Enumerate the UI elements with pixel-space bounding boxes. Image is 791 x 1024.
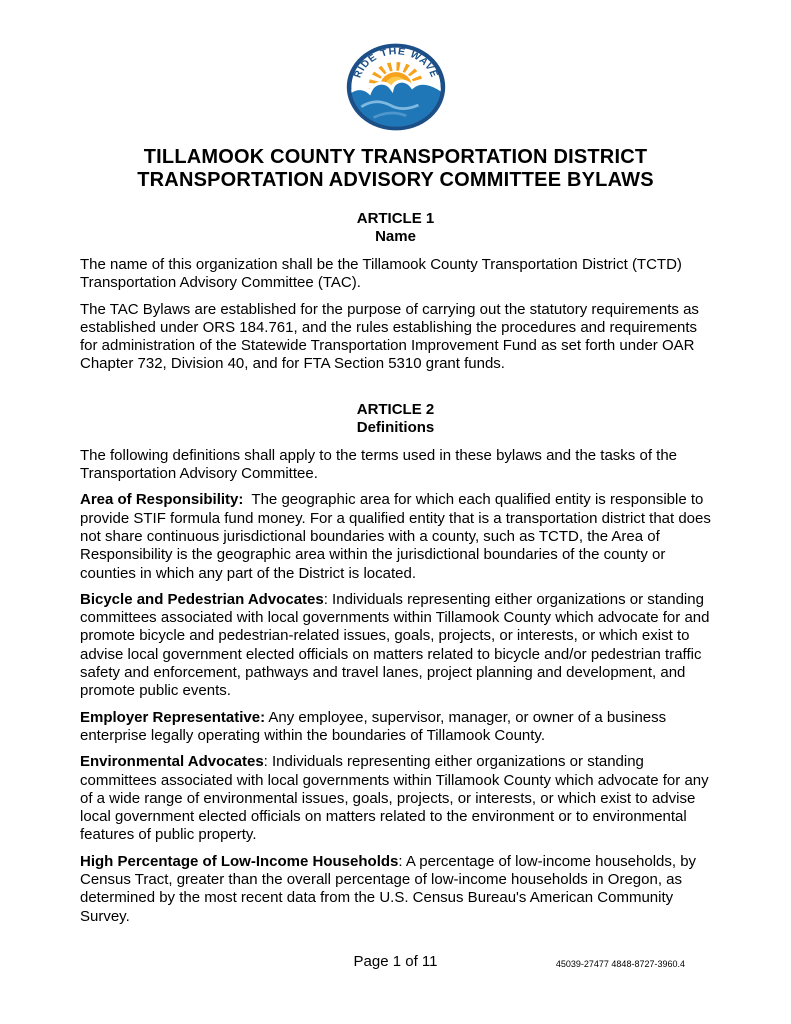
article-1-name: Name	[375, 228, 416, 245]
definition-text: : Individuals representing either organizations or standing committees associated with local governments within Tillamook County which advocate for and promote bicycle and pedestrian-related issues, goals, projects, or interests, or which exist to advise local government elected officials on matters related to bicycle and/or pedestrian traffic safety and enforcement, pathways and travel lanes, project planning and development, and promote public events.	[80, 590, 714, 700]
article-1-number: ARTICLE 1	[356, 210, 435, 227]
article-2-number: ARTICLE 2	[356, 400, 435, 418]
definition-text: : Individuals representing either organizations or standing committees associated with local governments within Tillamook County which advocate for any of a wide range of environmental issues, goals, projects, or interests, or which exist to advise local government elected officials on matters related to the environment or to environmental features of public property.	[80, 753, 713, 844]
definition-area-of-responsibility	[80, 491, 716, 582]
article-1-heading	[80, 210, 711, 246]
document-title	[0, 146, 791, 192]
logo	[0, 0, 791, 132]
article-2-name: Definitions	[356, 418, 435, 436]
article-2-intro: The following definitions shall apply to the terms used in these bylaws and the tasks of the Transportation Advisory Committee.	[80, 446, 678, 483]
definition-text: Any employee, supervisor, manager, or owner of a business enterprise legally operating within the boundaries of Tillamook County.	[80, 708, 671, 744]
definition-term: Bicycle and Pedestrian Advocates	[80, 590, 324, 608]
article-2-heading	[80, 401, 711, 437]
definition-term: Environmental Advocates	[80, 753, 264, 771]
document-body	[0, 210, 791, 926]
definition-high-percentage-low-income	[80, 853, 711, 926]
definition-term: High Percentage of Low-Income Households	[80, 852, 399, 870]
definition-employer-representative	[80, 709, 711, 746]
article-1-paragraph-2: The TAC Bylaws are established for the purpose of carrying out the statutory requirements as established under ORS 184.761, and the rules establishing the procedures and requirements for administration of the Statewide Transportation Improvement Fund as set forth under OAR Chapter 732, Division 40, and for FTA Section 5310 grant funds.	[80, 300, 699, 373]
definition-term: Employer Representative:	[80, 708, 266, 726]
title-line-1: TILLAMOOK COUNTY TRANSPORTATION DISTRICT	[143, 146, 648, 168]
definition-environmental-advocates	[80, 753, 711, 844]
logo-arc-text: RIDE THE WAVE	[351, 46, 440, 80]
definition-bicycle-pedestrian-advocates	[80, 590, 714, 701]
definition-text: The geographic area for which each qualified entity is responsible to provide STIF formula fund money. For a qualified entity that is a transportation district that does not share continuous jurisdictional boundaries with a county, such as TCTD, the Area of Responsibility is the geographic area within the jurisdictional boundaries of the county or counties in which any part of the District is located.	[80, 491, 716, 582]
definition-term: Area of Responsibility:	[80, 491, 244, 509]
title-line-2: TRANSPORTATION ADVISORY COMMITTEE BYLAWS	[137, 169, 654, 191]
page-number: Page 1 of 11	[353, 953, 438, 970]
document-control-number: 45039-27477 4848-8727-3960.4	[555, 959, 685, 969]
ride-the-wave-logo-icon	[345, 42, 447, 132]
article-1-paragraph-1: The name of this organization shall be the Tillamook County Transportation District (TCTD) Transportation Advisory Committee (TAC).	[80, 256, 682, 292]
definition-text: : A percentage of low-income households, by Census Tract, greater than the overall percentage of low-income households in Oregon, as determined by the most recent data from the U.S. Census Bureau's American Community Survey.	[80, 852, 701, 925]
